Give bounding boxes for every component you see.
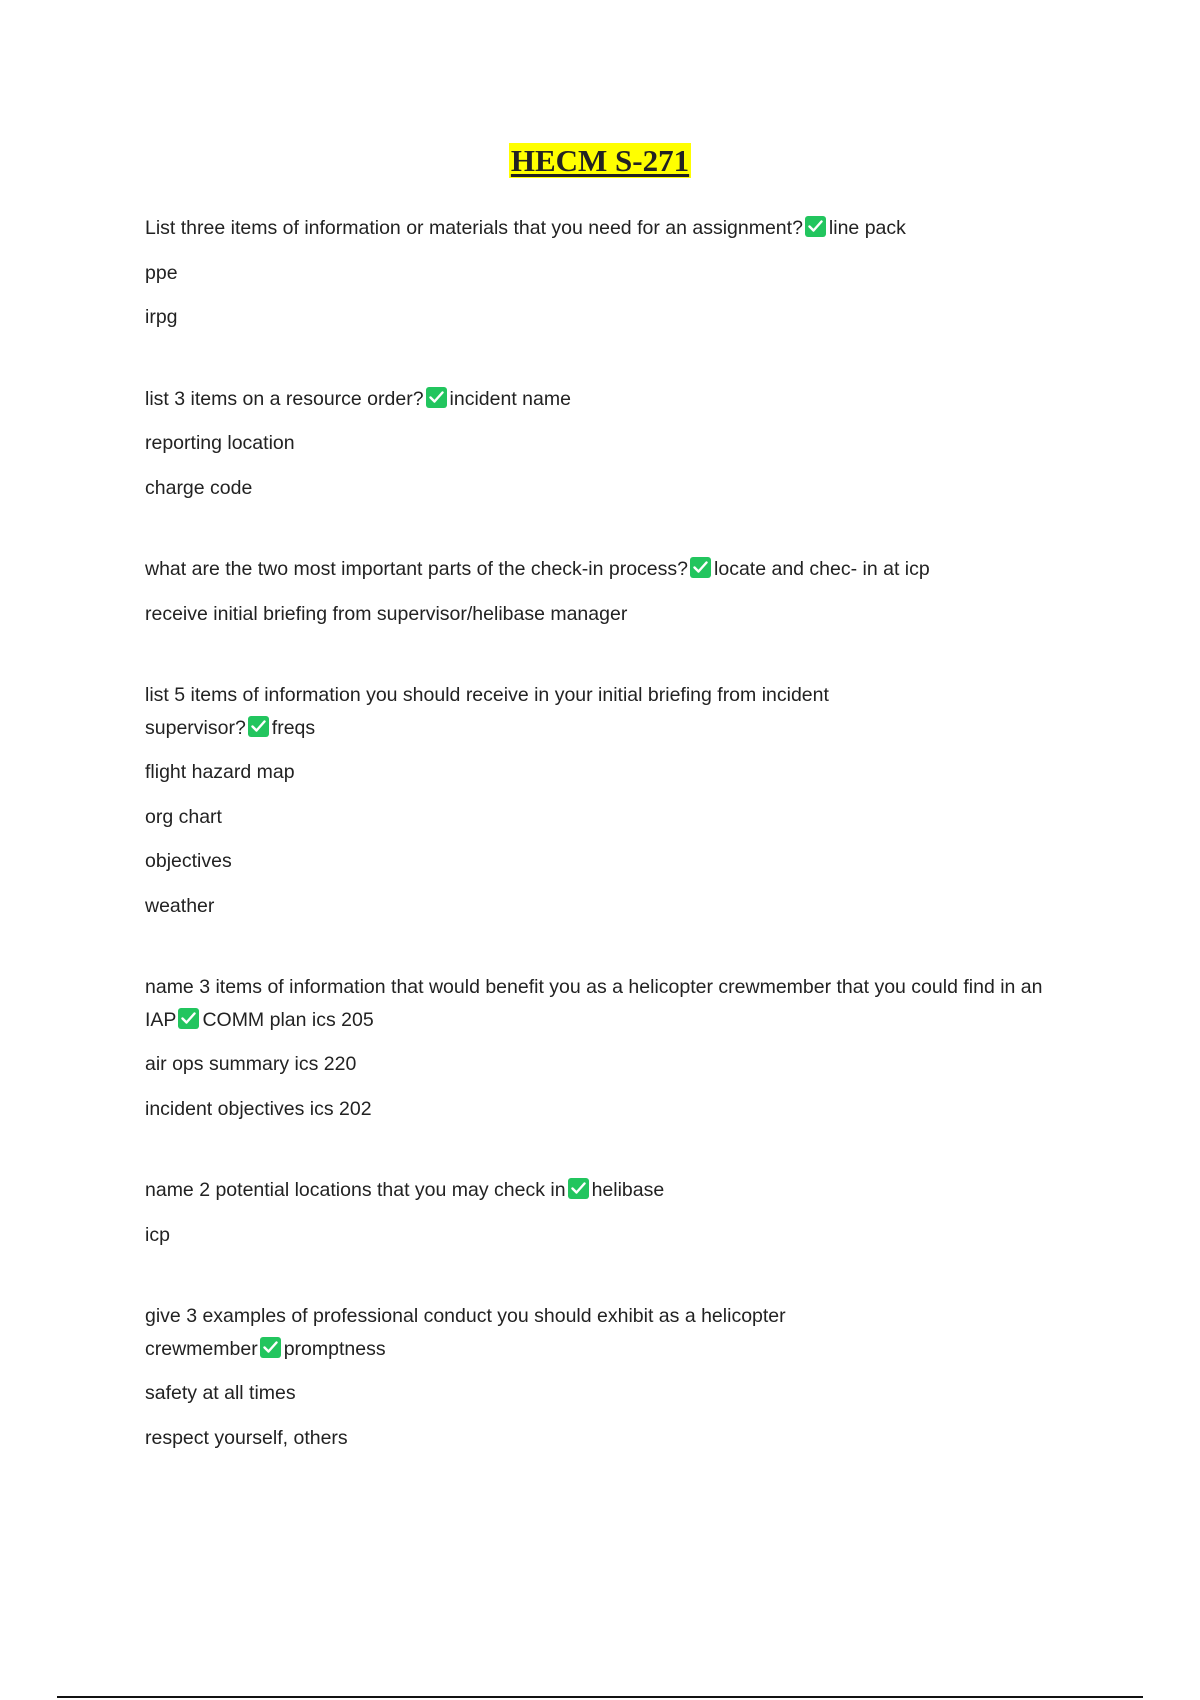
answer: incident objectives ics 202 — [145, 1097, 372, 1120]
question-text: list 5 items of information you should receive in your initial briefing from incident supervisor? — [145, 684, 829, 739]
qa-item — [145, 1300, 1075, 1454]
question-text: name 2 potential locations that you may check in — [145, 1179, 566, 1201]
footer-rule — [57, 1696, 1143, 1698]
answer: air ops summary ics 220 — [145, 1053, 357, 1075]
check-mark-icon — [805, 216, 826, 237]
first-answer: line pack — [828, 217, 906, 239]
answer: charge code — [145, 476, 253, 499]
answer: receive initial briefing from supervisor/helibase manager — [145, 602, 628, 625]
qa-item — [145, 971, 1075, 1125]
first-answer: freqs — [271, 716, 316, 739]
answer: icp — [145, 1223, 170, 1246]
question — [145, 1174, 1075, 1207]
question-text: name 3 items of information that would benefit you as a helicopter crewmember that you could find in an IAP — [145, 976, 1043, 1031]
question — [145, 553, 1075, 586]
check-mark-icon — [690, 557, 711, 578]
check-mark-icon — [426, 387, 447, 408]
first-answer: helibase — [591, 1179, 665, 1201]
qa-item — [145, 679, 1075, 922]
check-mark-icon — [260, 1337, 281, 1358]
question — [145, 1300, 845, 1365]
check-mark-icon — [568, 1178, 589, 1199]
document-title-text: HECM S-271 — [510, 143, 690, 178]
question-text: give 3 examples of professional conduct you should exhibit as a helicopter crewmember — [145, 1305, 786, 1360]
question-text: what are the two most important parts of the check-in process? — [145, 558, 689, 580]
answer: ppe — [145, 261, 178, 284]
answer: safety at all times — [145, 1382, 296, 1404]
question-text: list 3 items on a resource order? — [145, 387, 424, 410]
question — [145, 679, 885, 744]
answer: weather — [145, 894, 215, 917]
qa-item — [145, 212, 1075, 334]
question-text: List three items of information or materials that you need for an assignment? — [145, 217, 803, 239]
question — [145, 383, 1075, 416]
question — [145, 971, 1065, 1036]
first-answer: promptness — [283, 1337, 386, 1360]
qa-list — [145, 212, 1075, 1503]
qa-item — [145, 553, 1075, 630]
answer: respect yourself, others — [145, 1426, 348, 1449]
answer: flight hazard map — [145, 761, 295, 783]
check-mark-icon — [248, 716, 269, 737]
answer: irpg — [145, 306, 178, 328]
question — [145, 212, 1075, 245]
check-mark-icon — [178, 1008, 199, 1029]
answer: reporting location — [145, 432, 295, 454]
answer: objectives — [145, 850, 232, 872]
first-answer: locate and chec- in at icp — [714, 558, 930, 580]
first-answer: COMM plan ics 205 — [202, 1008, 374, 1031]
answer: org chart — [145, 805, 222, 828]
qa-item — [145, 383, 1075, 505]
first-answer: incident name — [449, 387, 571, 410]
qa-item — [145, 1174, 1075, 1251]
document-title — [0, 143, 1200, 179]
